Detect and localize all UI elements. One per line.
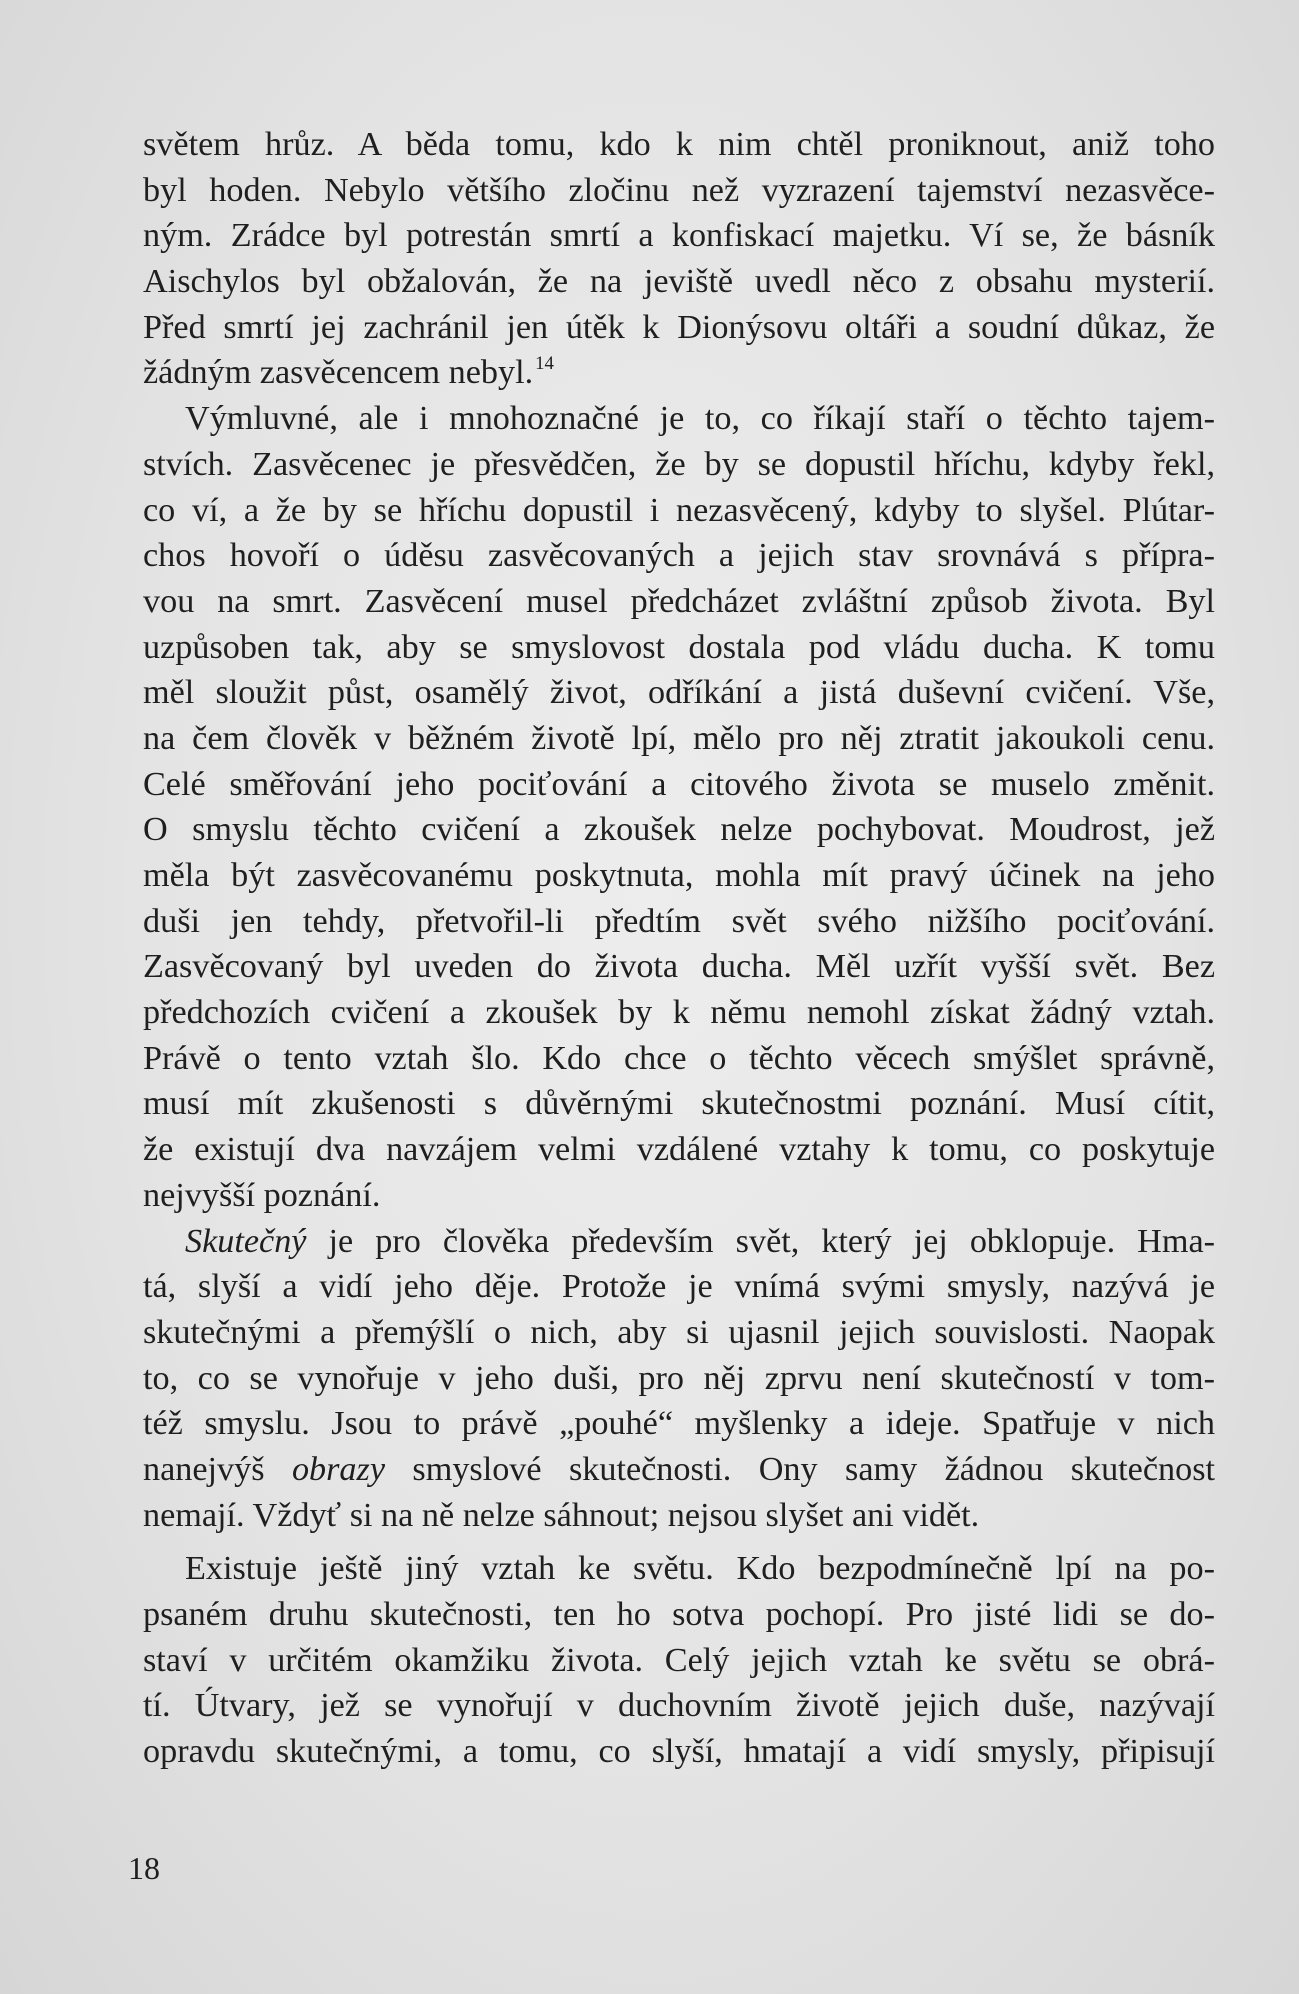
paragraph-3: [143, 1219, 1215, 1539]
text-line: též smyslu. Jsou to právě „pouhé“ myšlenky a ideje. Spatřuje v nich: [143, 1405, 1215, 1443]
text-line: nemají. Vždyť si na ně nelze sáhnout; nejsou slyšet ani vidět.: [143, 1496, 980, 1534]
text-line: na čem člověk v běžném životě lpí, mělo pro něj ztratit jakoukoli cenu.: [143, 719, 1215, 757]
paragraph-1: [143, 122, 1215, 396]
text-line: světem hrůz. A běda tomu, kdo k nim chtěl proniknout, aniž toho: [143, 126, 1215, 163]
text-line: Právě o tento vztah šlo. Kdo chce o těchto věcech smýšlet správně,: [143, 1039, 1215, 1077]
text-line-content: je pro člověka především svět, který jej obklopuje. Hma-: [328, 1222, 1216, 1260]
text-line: nejvyšší poznání.: [143, 1176, 381, 1214]
text-line: uzpůsoben tak, aby se smyslovost dostala pod vládu ducha. K tomu: [143, 628, 1215, 666]
paragraph-4: [143, 1546, 1215, 1774]
text-line: Celé směřování jeho pociťování a citového života se muselo změnit.: [143, 765, 1215, 803]
paragraph-gap: [143, 1538, 1215, 1546]
text-line: duši jen tehdy, přetvořil-li předtím svět svého nižšího pociťování.: [143, 902, 1215, 940]
text-line: měl sloužit půst, osamělý život, odříkání a jistá duševní cvičení. Vše,: [143, 674, 1215, 712]
text-line: to, co se vynořuje v jeho duši, pro něj zprvu není skutečností v tom-: [143, 1359, 1215, 1397]
text-line: staví v určitém okamžiku života. Celý jejich vztah ke světu se obrá-: [143, 1641, 1215, 1679]
text-line: předchozích cvičení a zkoušek by k němu nemohl získat žádný vztah.: [143, 994, 1215, 1032]
text-line: ným. Zrádce byl potrestán smrtí a konfiskací majetku. Ví se, že básník: [143, 217, 1215, 255]
italic-term: Skutečný: [185, 1222, 307, 1260]
text-line: opravdu skutečnými, a tomu, co slyší, hmatají a vidí smysly, připisují: [143, 1733, 1215, 1771]
text-line: že existují dva navzájem velmi vzdálené vztahy k tomu, co poskytuje: [143, 1131, 1215, 1169]
text-line: tí. Útvary, jež se vynořují v duchovním životě jejich duše, nazývají: [143, 1687, 1215, 1725]
text-line: Zasvěcovaný byl uveden do života ducha. Měl uzřít vyšší svět. Bez: [143, 948, 1215, 986]
page-number: 18: [128, 1850, 160, 1886]
text-line: chos hovoří o úděsu zasvěcovaných a jejich stav srovnává s přípra-: [143, 537, 1215, 575]
text-line: vou na smrt. Zasvěcení musel předcházet zvláštní způsob života. Byl: [143, 582, 1215, 620]
text-line: O smyslu těchto cvičení a zkoušek nelze pochybovat. Moudrost, jež: [143, 811, 1215, 849]
text-line: stvích. Zasvěcenec je přesvědčen, že by se dopustil hříchu, kdyby řekl,: [143, 445, 1215, 483]
text-line: [143, 1219, 1215, 1265]
text-line-content: nanejvýš: [143, 1450, 265, 1488]
text-line: Výmluvné, ale i mnohoznačné je to, co říkají staří o těchto tajem-: [185, 400, 1215, 438]
text-line: tá, slyší a vidí jeho děje. Protože je vnímá svými smysly, nazývá je: [143, 1268, 1215, 1306]
text-line: Aischylos byl obžalován, že na jeviště uvedl něco z obsahu mysterií.: [143, 263, 1215, 301]
text-line-content: žádným zasvěcencem nebyl.: [143, 354, 534, 392]
footnote-reference: 14: [535, 353, 554, 375]
text-line-content: smyslové skutečnosti. Ony samy žádnou skutečnost: [412, 1450, 1216, 1488]
text-line: skutečnými a přemýšlí o nich, aby si ujasnil jejich souvislosti. Naopak: [143, 1313, 1215, 1351]
text-line: měla být zasvěcovanému poskytnuta, mohla mít pravý účinek na jeho: [143, 857, 1215, 894]
text-line: Existuje ještě jiný vztah ke světu. Kdo bezpodmínečně lpí na po-: [185, 1550, 1215, 1588]
text-line: musí mít zkušenosti s důvěrnými skutečnostmi poznání. Musí cítit,: [143, 1085, 1215, 1123]
body-text: [143, 122, 1215, 1775]
text-line: byl hoden. Nebylo většího zločinu než vyzrazení tajemství nezasvěce-: [143, 171, 1215, 209]
text-line: co ví, a že by se hříchu dopustil i nezasvěcený, kdyby to slyšel. Plútar-: [143, 491, 1215, 529]
text-line: Před smrtí jej zachránil jen útěk k Dionýsovu oltáři a soudní důkaz, že: [143, 308, 1215, 346]
italic-term: obrazy: [291, 1450, 386, 1488]
paragraph-2: [143, 396, 1215, 1218]
text-line: [143, 1447, 1215, 1493]
text-line: psaném druhu skutečnosti, ten ho sotva pochopí. Pro jisté lidi se do-: [143, 1596, 1215, 1633]
text-line: [143, 350, 1215, 396]
